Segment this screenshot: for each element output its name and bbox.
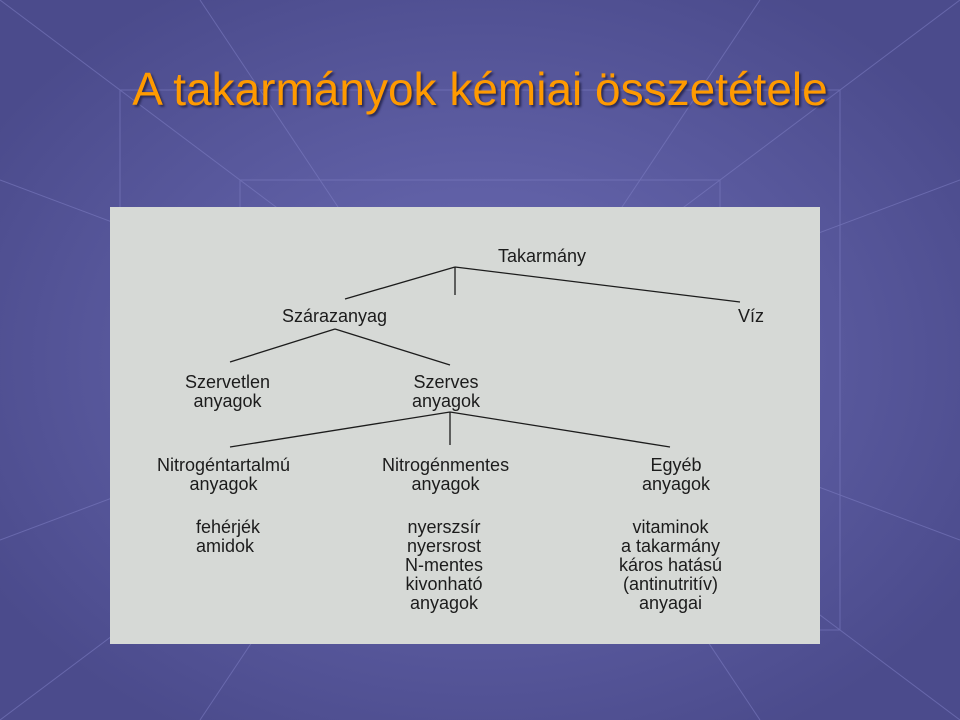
node-root: Takarmány xyxy=(498,246,587,266)
leaf-nitrogen-containing: fehérjék amidok xyxy=(196,517,261,556)
node-other: Egyéb anyagok xyxy=(642,455,711,494)
node-organic: Szerves anyagok xyxy=(412,372,481,411)
leaf-other: vitaminok a takarmány káros hatású (antinutritív) anyagai xyxy=(619,517,723,613)
node-nitrogen-free: Nitrogénmentes anyagok xyxy=(382,455,510,494)
node-nitrogen-containing: Nitrogéntartalmú anyagok xyxy=(157,455,291,494)
slide-title: A takarmányok kémiai összetétele xyxy=(132,63,828,115)
node-inorganic: Szervetlen anyagok xyxy=(185,372,271,411)
scanned-diagram-panel xyxy=(110,207,820,644)
node-water: Víz xyxy=(738,306,765,326)
node-dry-matter: Szárazanyag xyxy=(282,306,388,326)
tree-nodes xyxy=(110,207,820,644)
leaf-nitrogen-free: nyerszsír nyersrost N-mentes kivonható anyagok xyxy=(405,517,484,613)
